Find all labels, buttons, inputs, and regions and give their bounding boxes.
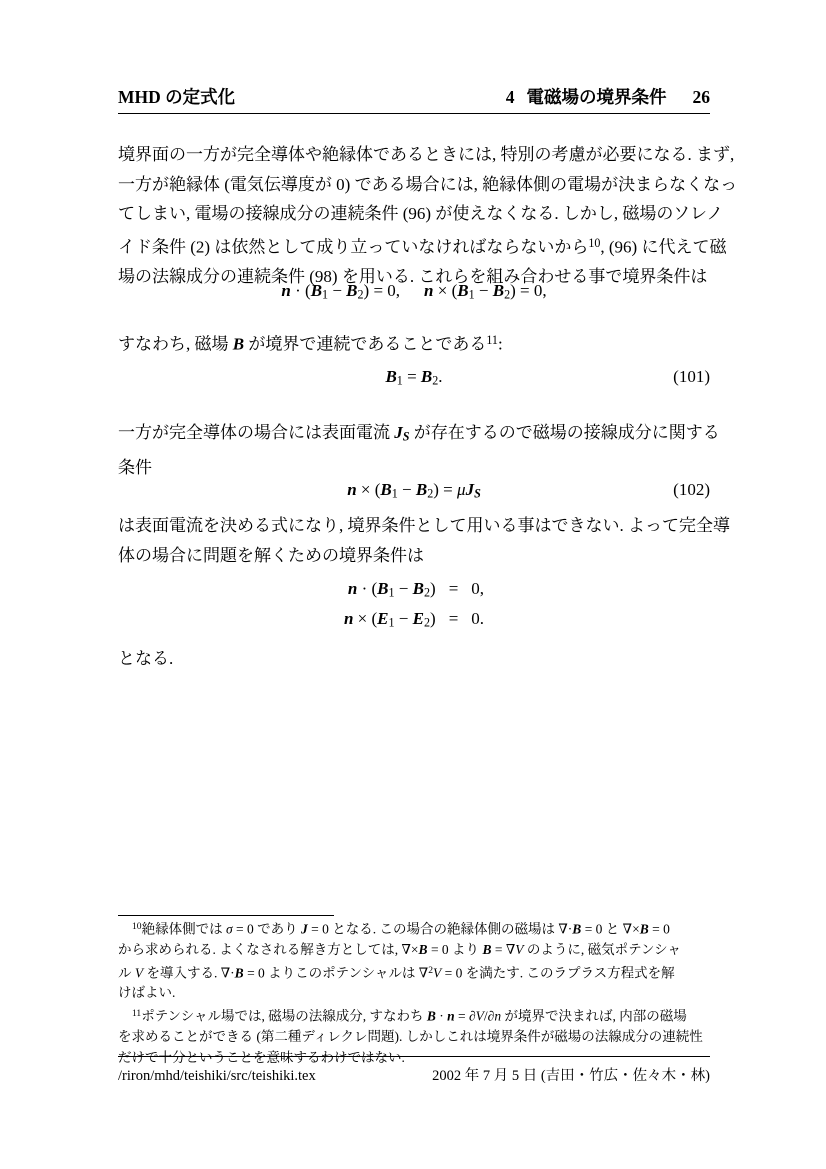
page-header	[118, 84, 710, 114]
text-line: 体の場合に問題を解くための境界条件は	[118, 545, 424, 565]
text-line: 条件	[118, 457, 152, 477]
equation-number: (102)	[673, 480, 710, 500]
text-line: 境界面の一方が完全導体や絶縁体であるときには, 特別の考慮が必要になる. まず,	[118, 145, 735, 164]
footnotes	[118, 915, 710, 1068]
equation-array	[344, 576, 484, 635]
text-line: 一方が完全導体の場合には表面電流 JS が存在するので磁場の接線成分に関する	[118, 423, 720, 444]
equation-number: (101)	[673, 366, 710, 386]
text-line: イド条件 (2) は依然として成り立っていなければならないから$^{10}$, (96) に代えて磁	[118, 236, 727, 257]
footnote-line: を求めることができる (第二種ディレクレ問題). しかしこれは境界条件が磁場の法線成分の連続性	[118, 1028, 703, 1044]
page-footer	[118, 1056, 710, 1085]
section-heading	[506, 84, 710, 109]
footnote-line: けばよい.	[118, 985, 176, 1001]
equation-lhs: n · (B1 − B2)	[347, 579, 436, 601]
footnote-line: $^{10}$絶縁体側では σ = 0 であり J = 0 となる. この場合の絶縁体側の磁場は ∇·B = 0 と ∇×B = 0	[132, 921, 670, 937]
footnote-line: から求められる. よくなされる解き方としては, ∇×B = 0 より B = ∇V のように, 磁気ポテンシャ	[118, 941, 681, 957]
equation-rhs: 0,	[471, 579, 485, 599]
equation-rhs: 0.	[471, 609, 485, 629]
body-content	[118, 140, 738, 673]
page-number: 26	[692, 87, 710, 107]
text-line: すなわち, 磁場 B が境界で連続であることである$^{11}$:	[118, 332, 503, 353]
section-title: 電磁場の境界条件	[526, 87, 667, 107]
source-path: /riron/mhd/teishiki/src/teishiki.tex	[118, 1068, 316, 1084]
text-line: 一方が絶縁体 (電気伝導度が 0) である場合には, 絶縁体側の電場が決まらなくなっ	[118, 174, 738, 194]
footnote-line: だけで十分ということを意味するわけではない.	[118, 1049, 405, 1065]
equation-array-row	[344, 606, 484, 636]
text-line: てしまい, 電場の接線成分の連続条件 (96) が使えなくなる. しかし, 磁場のソレノ	[118, 204, 724, 224]
footnote-rule	[118, 915, 334, 916]
equation-body: B1 = B2.	[385, 366, 443, 388]
section-number: 4	[505, 87, 515, 107]
equation-array-row	[344, 576, 484, 606]
equation-relation: =	[448, 609, 459, 629]
equation-body: n × (B1 − B2) = μJS	[347, 480, 481, 502]
text-line: 場の法線成分の連続条件 (98) を用いる. これらを組み合わせる事で境界条件は	[118, 267, 708, 287]
equation-relation: =	[448, 579, 459, 599]
equation-101	[118, 365, 710, 393]
footnote-line: ル V を導入する. ∇·B = 0 よりこのポテンシャルは ∇$^2$V = 0 を満たす. このラプラス方程式を解	[118, 964, 675, 980]
equation-lhs: n × (E1 − E2)	[343, 609, 436, 630]
footnote-line: $^{11}$ポテンシャル場では, 磁場の法線成分, すなわち B · n = ∂V/∂n が境界で決まれば, 内部の磁場	[132, 1008, 687, 1024]
text-line: は表面電流を決める式になり, 境界条件として用いる事はできない. よって完全導	[118, 516, 730, 536]
equation-unnumbered: n · (B1 − B2) = 0, n × (B1 − B2) = 0,	[281, 280, 547, 302]
running-title: MHD の定式化	[118, 87, 236, 107]
equation-102	[118, 478, 710, 506]
text-line: となる.	[118, 648, 174, 668]
date-authors: 2002 年 7 月 5 日 (吉田・竹広・佐々木・林)	[432, 1068, 710, 1084]
